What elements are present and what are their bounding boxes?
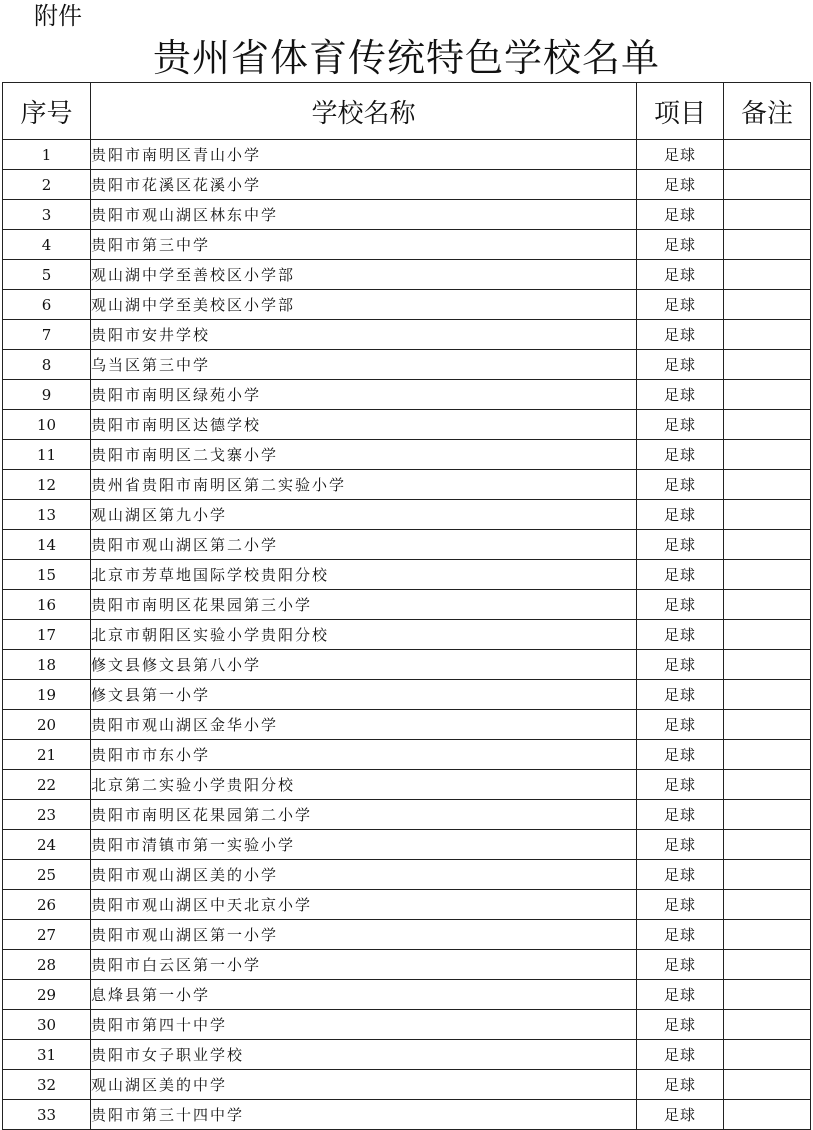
cell-project: 足球 bbox=[637, 230, 724, 260]
cell-seq: 12 bbox=[3, 470, 91, 500]
cell-seq: 29 bbox=[3, 980, 91, 1010]
table-row bbox=[3, 680, 811, 710]
cell-seq: 18 bbox=[3, 650, 91, 680]
cell-note bbox=[724, 800, 811, 830]
cell-project: 足球 bbox=[637, 500, 724, 530]
cell-seq: 19 bbox=[3, 680, 91, 710]
cell-school-name: 贵阳市市东小学 bbox=[91, 740, 637, 770]
cell-school-name: 贵阳市第三十四中学 bbox=[91, 1100, 637, 1130]
cell-school-name: 北京第二实验小学贵阳分校 bbox=[91, 770, 637, 800]
cell-seq: 13 bbox=[3, 500, 91, 530]
cell-school-name: 息烽县第一小学 bbox=[91, 980, 637, 1010]
cell-school-name: 贵阳市第三中学 bbox=[91, 230, 637, 260]
cell-seq: 32 bbox=[3, 1070, 91, 1100]
cell-project: 足球 bbox=[637, 260, 724, 290]
cell-school-name: 贵阳市女子职业学校 bbox=[91, 1040, 637, 1070]
table-body bbox=[3, 140, 811, 1130]
cell-school-name: 观山湖区第九小学 bbox=[91, 500, 637, 530]
cell-project: 足球 bbox=[637, 1070, 724, 1100]
table-row bbox=[3, 500, 811, 530]
cell-note bbox=[724, 560, 811, 590]
table-row bbox=[3, 1100, 811, 1130]
table-row bbox=[3, 1070, 811, 1100]
cell-note bbox=[724, 920, 811, 950]
table-row bbox=[3, 710, 811, 740]
cell-note bbox=[724, 380, 811, 410]
cell-note bbox=[724, 890, 811, 920]
cell-school-name: 修文县修文县第八小学 bbox=[91, 650, 637, 680]
cell-school-name: 贵阳市观山湖区第一小学 bbox=[91, 920, 637, 950]
column-header-project: 项目 bbox=[637, 83, 724, 140]
cell-seq: 4 bbox=[3, 230, 91, 260]
cell-project: 足球 bbox=[637, 170, 724, 200]
cell-seq: 16 bbox=[3, 590, 91, 620]
cell-seq: 14 bbox=[3, 530, 91, 560]
cell-project: 足球 bbox=[637, 590, 724, 620]
cell-seq: 6 bbox=[3, 290, 91, 320]
cell-school-name: 贵阳市南明区青山小学 bbox=[91, 140, 637, 170]
cell-seq: 11 bbox=[3, 440, 91, 470]
cell-school-name: 贵阳市观山湖区林东中学 bbox=[91, 200, 637, 230]
cell-note bbox=[724, 410, 811, 440]
cell-project: 足球 bbox=[637, 890, 724, 920]
table-row bbox=[3, 800, 811, 830]
cell-school-name: 贵阳市观山湖区第二小学 bbox=[91, 530, 637, 560]
cell-note bbox=[724, 260, 811, 290]
table-row bbox=[3, 740, 811, 770]
cell-note bbox=[724, 1100, 811, 1130]
cell-note bbox=[724, 200, 811, 230]
cell-school-name: 北京市芳草地国际学校贵阳分校 bbox=[91, 560, 637, 590]
cell-project: 足球 bbox=[637, 410, 724, 440]
cell-note bbox=[724, 830, 811, 860]
table-header-row bbox=[3, 83, 811, 140]
cell-school-name: 贵阳市南明区二戈寨小学 bbox=[91, 440, 637, 470]
cell-project: 足球 bbox=[637, 920, 724, 950]
table-row bbox=[3, 140, 811, 170]
table-row bbox=[3, 320, 811, 350]
table-row bbox=[3, 440, 811, 470]
table-row bbox=[3, 380, 811, 410]
cell-seq: 3 bbox=[3, 200, 91, 230]
cell-note bbox=[724, 230, 811, 260]
cell-note bbox=[724, 320, 811, 350]
cell-project: 足球 bbox=[637, 1040, 724, 1070]
cell-note bbox=[724, 770, 811, 800]
cell-note bbox=[724, 500, 811, 530]
table-row bbox=[3, 650, 811, 680]
cell-note bbox=[724, 140, 811, 170]
cell-seq: 9 bbox=[3, 380, 91, 410]
table-row bbox=[3, 470, 811, 500]
cell-project: 足球 bbox=[637, 320, 724, 350]
column-header-seq: 序号 bbox=[3, 83, 91, 140]
school-list-table bbox=[2, 82, 811, 1130]
cell-project: 足球 bbox=[637, 770, 724, 800]
cell-project: 足球 bbox=[637, 440, 724, 470]
cell-school-name: 乌当区第三中学 bbox=[91, 350, 637, 380]
table-row bbox=[3, 860, 811, 890]
column-header-name: 学校名称 bbox=[91, 83, 637, 140]
cell-school-name: 贵阳市观山湖区中天北京小学 bbox=[91, 890, 637, 920]
table-row bbox=[3, 200, 811, 230]
page-title: 贵州省体育传统特色学校名单 bbox=[152, 36, 660, 80]
cell-seq: 28 bbox=[3, 950, 91, 980]
cell-school-name: 贵阳市南明区绿苑小学 bbox=[91, 380, 637, 410]
cell-note bbox=[724, 620, 811, 650]
cell-school-name: 贵阳市花溪区花溪小学 bbox=[91, 170, 637, 200]
cell-note bbox=[724, 860, 811, 890]
cell-note bbox=[724, 470, 811, 500]
table-row bbox=[3, 620, 811, 650]
table-row bbox=[3, 260, 811, 290]
cell-project: 足球 bbox=[637, 800, 724, 830]
column-header-note: 备注 bbox=[724, 83, 811, 140]
table-row bbox=[3, 530, 811, 560]
table-row bbox=[3, 590, 811, 620]
cell-school-name: 贵阳市观山湖区金华小学 bbox=[91, 710, 637, 740]
cell-seq: 24 bbox=[3, 830, 91, 860]
table-row bbox=[3, 980, 811, 1010]
table-row bbox=[3, 1040, 811, 1070]
table-row bbox=[3, 830, 811, 860]
cell-seq: 5 bbox=[3, 260, 91, 290]
cell-seq: 25 bbox=[3, 860, 91, 890]
cell-note bbox=[724, 980, 811, 1010]
cell-school-name: 观山湖中学至美校区小学部 bbox=[91, 290, 637, 320]
cell-note bbox=[724, 530, 811, 560]
cell-project: 足球 bbox=[637, 350, 724, 380]
cell-seq: 1 bbox=[3, 140, 91, 170]
cell-seq: 26 bbox=[3, 890, 91, 920]
table-row bbox=[3, 290, 811, 320]
cell-project: 足球 bbox=[637, 380, 724, 410]
cell-note bbox=[724, 680, 811, 710]
cell-seq: 30 bbox=[3, 1010, 91, 1040]
table-row bbox=[3, 560, 811, 590]
cell-seq: 10 bbox=[3, 410, 91, 440]
table-row bbox=[3, 950, 811, 980]
cell-seq: 27 bbox=[3, 920, 91, 950]
table-row bbox=[3, 1010, 811, 1040]
cell-school-name: 贵阳市白云区第一小学 bbox=[91, 950, 637, 980]
cell-note bbox=[724, 950, 811, 980]
cell-school-name: 贵阳市南明区达德学校 bbox=[91, 410, 637, 440]
cell-note bbox=[724, 350, 811, 380]
cell-seq: 15 bbox=[3, 560, 91, 590]
cell-school-name: 贵阳市第四十中学 bbox=[91, 1010, 637, 1040]
table-row bbox=[3, 230, 811, 260]
cell-note bbox=[724, 1070, 811, 1100]
cell-seq: 22 bbox=[3, 770, 91, 800]
cell-project: 足球 bbox=[637, 140, 724, 170]
cell-project: 足球 bbox=[637, 680, 724, 710]
cell-school-name: 贵阳市南明区花果园第二小学 bbox=[91, 800, 637, 830]
cell-project: 足球 bbox=[637, 710, 724, 740]
cell-project: 足球 bbox=[637, 530, 724, 560]
table-row bbox=[3, 920, 811, 950]
cell-school-name: 贵阳市安井学校 bbox=[91, 320, 637, 350]
cell-project: 足球 bbox=[637, 470, 724, 500]
cell-project: 足球 bbox=[637, 200, 724, 230]
cell-school-name: 观山湖中学至善校区小学部 bbox=[91, 260, 637, 290]
cell-project: 足球 bbox=[637, 1010, 724, 1040]
cell-seq: 31 bbox=[3, 1040, 91, 1070]
cell-project: 足球 bbox=[637, 1100, 724, 1130]
table-row bbox=[3, 890, 811, 920]
cell-seq: 20 bbox=[3, 710, 91, 740]
cell-school-name: 贵阳市清镇市第一实验小学 bbox=[91, 830, 637, 860]
cell-school-name: 北京市朝阳区实验小学贵阳分校 bbox=[91, 620, 637, 650]
cell-project: 足球 bbox=[637, 650, 724, 680]
cell-project: 足球 bbox=[637, 620, 724, 650]
cell-project: 足球 bbox=[637, 980, 724, 1010]
cell-school-name: 修文县第一小学 bbox=[91, 680, 637, 710]
cell-note bbox=[724, 650, 811, 680]
table-row bbox=[3, 170, 811, 200]
cell-school-name: 贵州省贵阳市南明区第二实验小学 bbox=[91, 470, 637, 500]
table-row bbox=[3, 410, 811, 440]
cell-school-name: 贵阳市南明区花果园第三小学 bbox=[91, 590, 637, 620]
cell-note bbox=[724, 170, 811, 200]
cell-seq: 23 bbox=[3, 800, 91, 830]
cell-project: 足球 bbox=[637, 950, 724, 980]
cell-seq: 8 bbox=[3, 350, 91, 380]
cell-note bbox=[724, 1010, 811, 1040]
cell-seq: 7 bbox=[3, 320, 91, 350]
cell-seq: 33 bbox=[3, 1100, 91, 1130]
cell-project: 足球 bbox=[637, 290, 724, 320]
cell-seq: 2 bbox=[3, 170, 91, 200]
cell-note bbox=[724, 710, 811, 740]
cell-school-name: 贵阳市观山湖区美的小学 bbox=[91, 860, 637, 890]
table-row bbox=[3, 770, 811, 800]
cell-project: 足球 bbox=[637, 860, 724, 890]
cell-note bbox=[724, 1040, 811, 1070]
cell-school-name: 观山湖区美的中学 bbox=[91, 1070, 637, 1100]
cell-project: 足球 bbox=[637, 830, 724, 860]
cell-project: 足球 bbox=[637, 740, 724, 770]
cell-project: 足球 bbox=[637, 560, 724, 590]
cell-note bbox=[724, 740, 811, 770]
table-row bbox=[3, 350, 811, 380]
cell-note bbox=[724, 440, 811, 470]
cell-seq: 17 bbox=[3, 620, 91, 650]
cell-note bbox=[724, 290, 811, 320]
cell-note bbox=[724, 590, 811, 620]
cell-seq: 21 bbox=[3, 740, 91, 770]
attachment-label: 附件 bbox=[34, 2, 82, 30]
